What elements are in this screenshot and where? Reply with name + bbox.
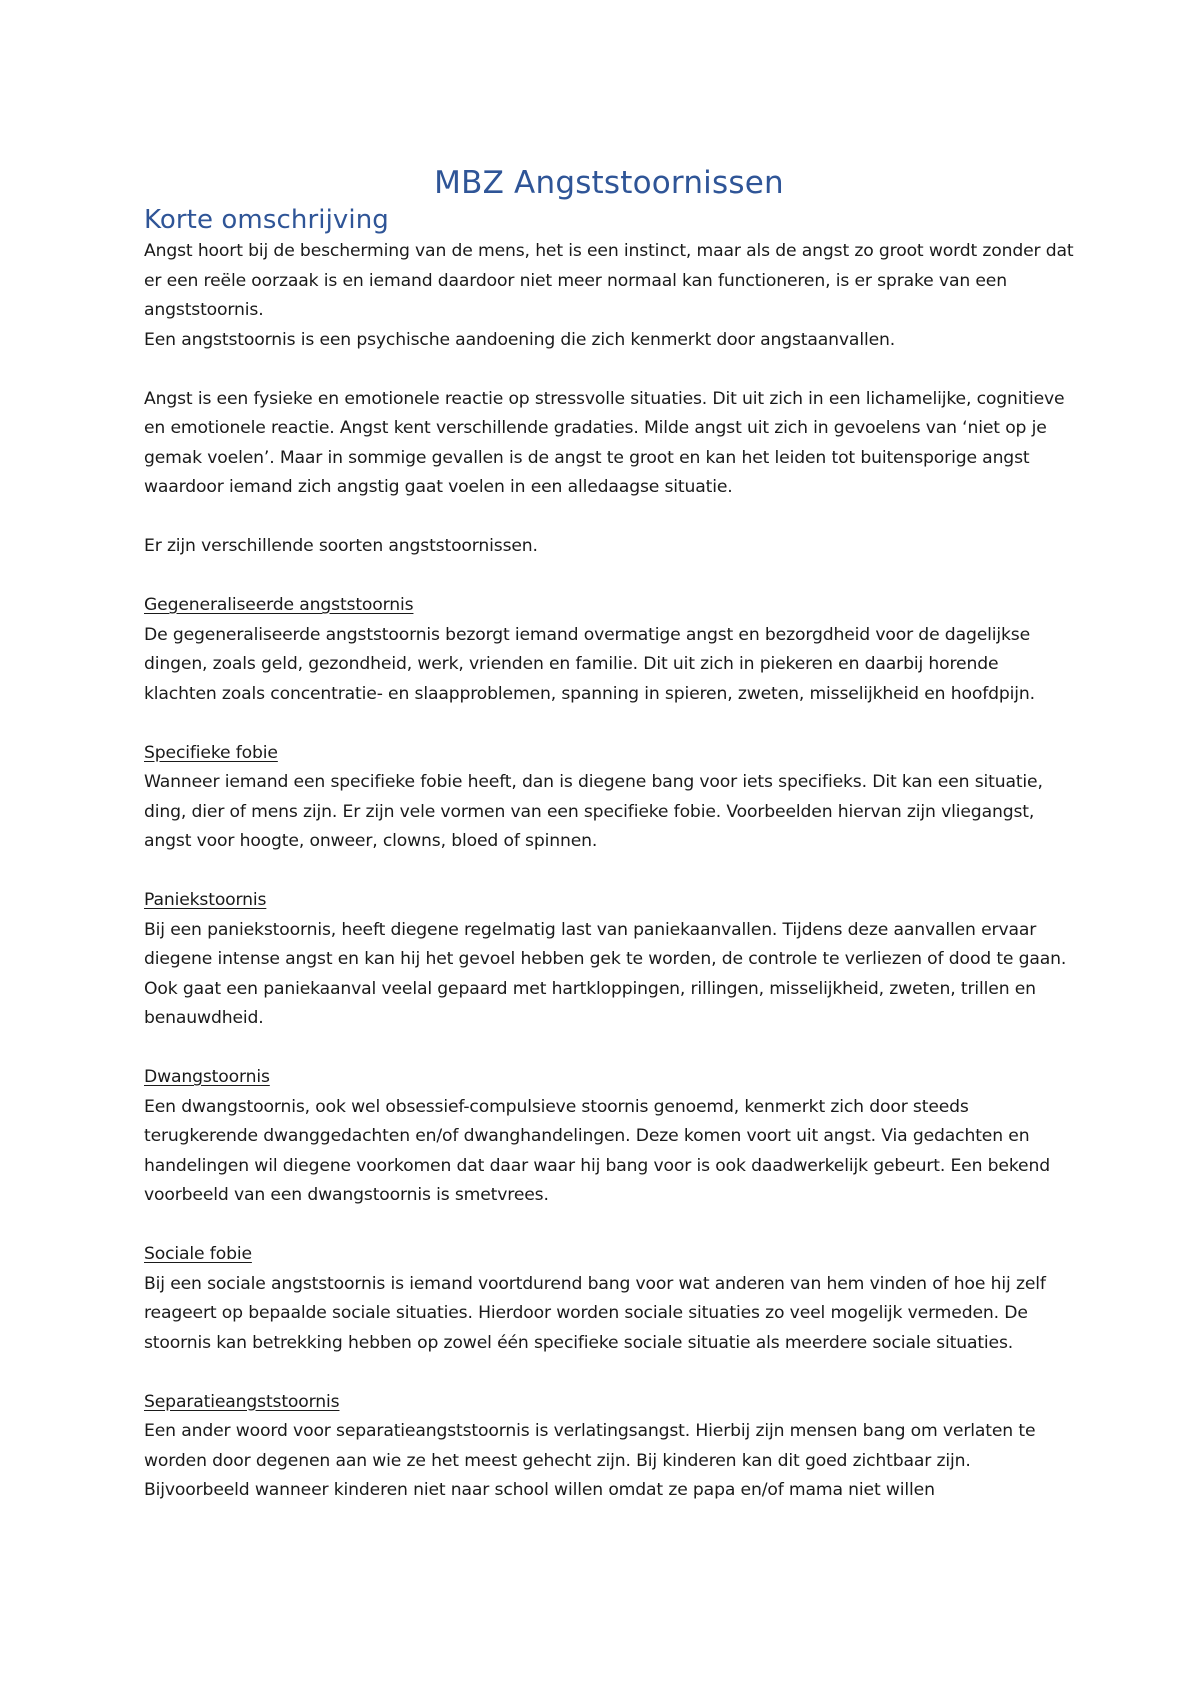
blank-line — [144, 503, 1074, 533]
subheading-gegeneraliseerde-angststoornis: Gegeneraliseerde angststoornis — [144, 595, 414, 615]
document-body — [144, 163, 1074, 1506]
blank-line — [144, 1034, 1074, 1064]
subheading-sociale-fobie: Sociale fobie — [144, 1244, 252, 1264]
blank-line — [144, 355, 1074, 385]
blank-line — [144, 709, 1074, 739]
section-text-gegeneraliseerde-angststoornis: De gegeneraliseerde angststoornis bezorgt iemand overmatige angst en bezorgdheid voor de dagelijkse dingen, zoals geld, gezondheid, werk, vrienden en familie. Dit uit zich in piekeren en daarbij horende klachten zoals concentratie- en slaapproblemen, spanning in spieren, zweten, misselijkheid en hoofdpijn. — [144, 624, 1035, 704]
section-text-dwangstoornis: Een dwangstoornis, ook wel obsessief-compulsieve stoornis genoemd, kenmerkt zich door steeds terugkerende dwanggedachten en/of dwanghandelingen. Deze komen voort uit angst. Via gedachten en handelingen wil diegene voorkomen dat daar waar hij bang voor is ook daadwerkelijk gebeurt. Een bekend voorbeeld van een dwangstoornis is smetvrees. — [144, 1096, 1050, 1205]
subheading-dwangstoornis: Dwangstoornis — [144, 1067, 270, 1087]
section-heading-korte-omschrijving: Korte omschrijving — [144, 205, 389, 235]
section-text-specifieke-fobie: Wanneer iemand een specifieke fobie heeft, dan is diegene bang voor iets specifieks. Dit kan een situatie, ding, dier of mens zijn. Er zijn vele vormen van een specifieke fobie. Voorbeelden hiervan zijn vliegangst, angst voor hoogte, onweer, clowns, bloed of spinnen. — [144, 772, 1043, 851]
intro-paragraph-1: Angst hoort bij de bescherming van de mens, het is een instinct, maar als de angst zo groot wordt zonder dat er een reële oorzaak is en iemand daardoor niet meer normaal kan functioneren, is er sprake van een angststoornis. — [144, 241, 1074, 320]
angst-paragraph: Angst is een fysieke en emotionele reactie op stressvolle situaties. Dit uit zich in een lichamelijke, cognitieve en emotionele reactie. Angst kent verschillende gradaties. Milde angst uit zich in gevoelens van ‘niet op je gemak voelen’. Maar in sommige gevallen is de angst te groot en kan het leiden tot buitensporige angst waardoor iemand zich angstig gaat voelen in een alledaagse situatie. — [144, 388, 1065, 497]
blank-line — [144, 857, 1074, 887]
subheading-separatieangststoornis: Separatieangststoornis — [144, 1391, 340, 1412]
types-intro: Er zijn verschillende soorten angststoornissen. — [144, 536, 538, 556]
section-text-paniekstoornis: Bij een paniekstoornis, heeft diegene regelmatig last van paniekaanvallen. Tijdens deze aanvallen ervaar diegene intense angst en kan hij het gevoel hebben gek te worden, de controle te verliezen of dood te gaan. Ook gaat een paniekaanval veelal gepaard met hartkloppingen, rillingen, misselijkheid, zweten, trillen en benauwdheid. — [144, 919, 1067, 1028]
blank-line — [144, 1211, 1074, 1241]
blank-line — [144, 1358, 1074, 1388]
intro-paragraph-2: Een angststoornis is een psychische aandoening die zich kenmerkt door angstaanvallen. — [144, 329, 896, 350]
subheading-paniekstoornis: Paniekstoornis — [144, 890, 267, 910]
blank-line — [144, 562, 1074, 592]
section-text-sociale-fobie: Bij een sociale angststoornis is iemand voortdurend bang voor wat anderen van hem vinden of hoe hij zelf reageert op bepaalde sociale situaties. Hierdoor worden sociale situaties zo veel mogelijk vermeden. De stoornis kan betrekking hebben op zowel één specifieke sociale situatie als meerdere sociale situaties. — [144, 1273, 1046, 1353]
page-title: MBZ Angststoornissen — [434, 165, 784, 201]
section-text-separatieangststoornis: Een ander woord voor separatieangststoornis is verlatingsangst. Hierbij zijn mensen bang om verlaten te worden door degenen aan wie ze het meest gehecht zijn. Bij kinderen kan dit goed zichtbaar zijn. Bijvoorbeeld wanneer kinderen niet naar school willen omdat ze papa en/of mama niet willen — [144, 1421, 1036, 1500]
subheading-specifieke-fobie: Specifieke fobie — [144, 742, 278, 763]
